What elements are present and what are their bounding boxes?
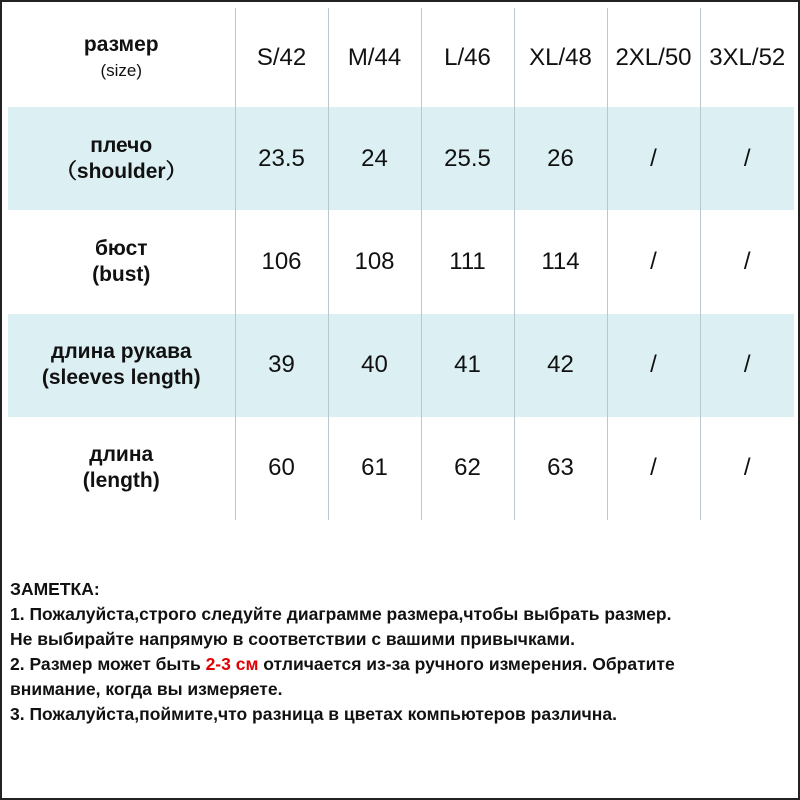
table-cell: 60 [235,417,328,520]
size-header-cell: XL/48 [514,8,607,107]
table-cell: 62 [421,417,514,520]
table-cell: / [743,247,751,275]
table-row-shoulder [8,107,794,210]
table-cell: / [607,107,700,210]
notes-heading: ЗАМЕТКА: [10,579,100,599]
table-cell: 41 [421,314,514,417]
row-label: длина рукава [50,340,192,364]
note-line-3 [10,652,796,677]
note-line-2: Не выбирайте напрямую в соответствии с вашими привычками. [10,629,576,649]
table-cell: 39 [235,314,328,417]
table-cell: 42 [514,314,607,417]
table-cell: 26 [514,107,607,210]
row-label: длина [89,443,154,467]
notes-section [10,577,796,727]
size-header-cell: 2XL/50 [607,8,700,107]
table-cell: 23.5 [235,107,328,210]
table-cell: 108 [328,210,421,313]
size-table [8,8,794,520]
size-header-cell: 3XL/52 [709,43,786,71]
note-line-5: 3. Пожалуйста,поймите,что разница в цветах компьютеров различна. [10,704,617,724]
row-label-sub: (length) [82,469,160,493]
size-header-cell: M/44 [328,8,421,107]
size-label-sub: (size) [100,60,143,80]
table-row-sleeves [8,314,794,417]
table-row-bust [8,210,794,313]
size-header-cell: S/42 [235,8,328,107]
row-label: плечо [90,133,153,157]
table-cell: / [607,314,700,417]
row-label-sub: (sleeves length) [41,366,201,390]
table-cell: 114 [514,210,607,313]
table-cell: 40 [328,314,421,417]
table-cell: 24 [328,107,421,210]
table-cell: / [700,314,794,417]
table-cell: 25.5 [421,107,514,210]
row-label-cell [8,107,235,210]
size-label: размер [83,32,159,56]
table-cell: / [607,417,700,520]
row-label-cell [8,210,235,313]
size-header-cell: L/46 [421,8,514,107]
table-row-length [8,417,794,520]
note-line-3-end: отличается из-за ручного измерения. Обратите [258,654,675,674]
table-cell: / [700,107,794,210]
table-cell: 61 [328,417,421,520]
table-cell: 63 [514,417,607,520]
row-label-sub: （shoulder） [55,159,187,183]
note-line-4: внимание, когда вы измеряете. [10,679,283,699]
table-cell: 106 [235,210,328,313]
table-cell: 111 [421,210,514,313]
row-label: бюст [94,236,148,260]
note-line-3-start: 2. Размер может быть [10,654,206,674]
table-cell: / [743,454,751,482]
row-label-cell [8,417,235,520]
row-label-sub: (bust) [92,262,151,286]
size-label-cell [8,8,235,107]
note-line-1: 1. Пожалуйста,строго следуйте диаграмме размера,чтобы выбрать размер. [10,604,672,624]
table-cell: / [607,210,700,313]
note-highlight: 2-3 см [205,654,259,674]
table-header-row [8,8,794,107]
row-label-cell [8,314,235,417]
